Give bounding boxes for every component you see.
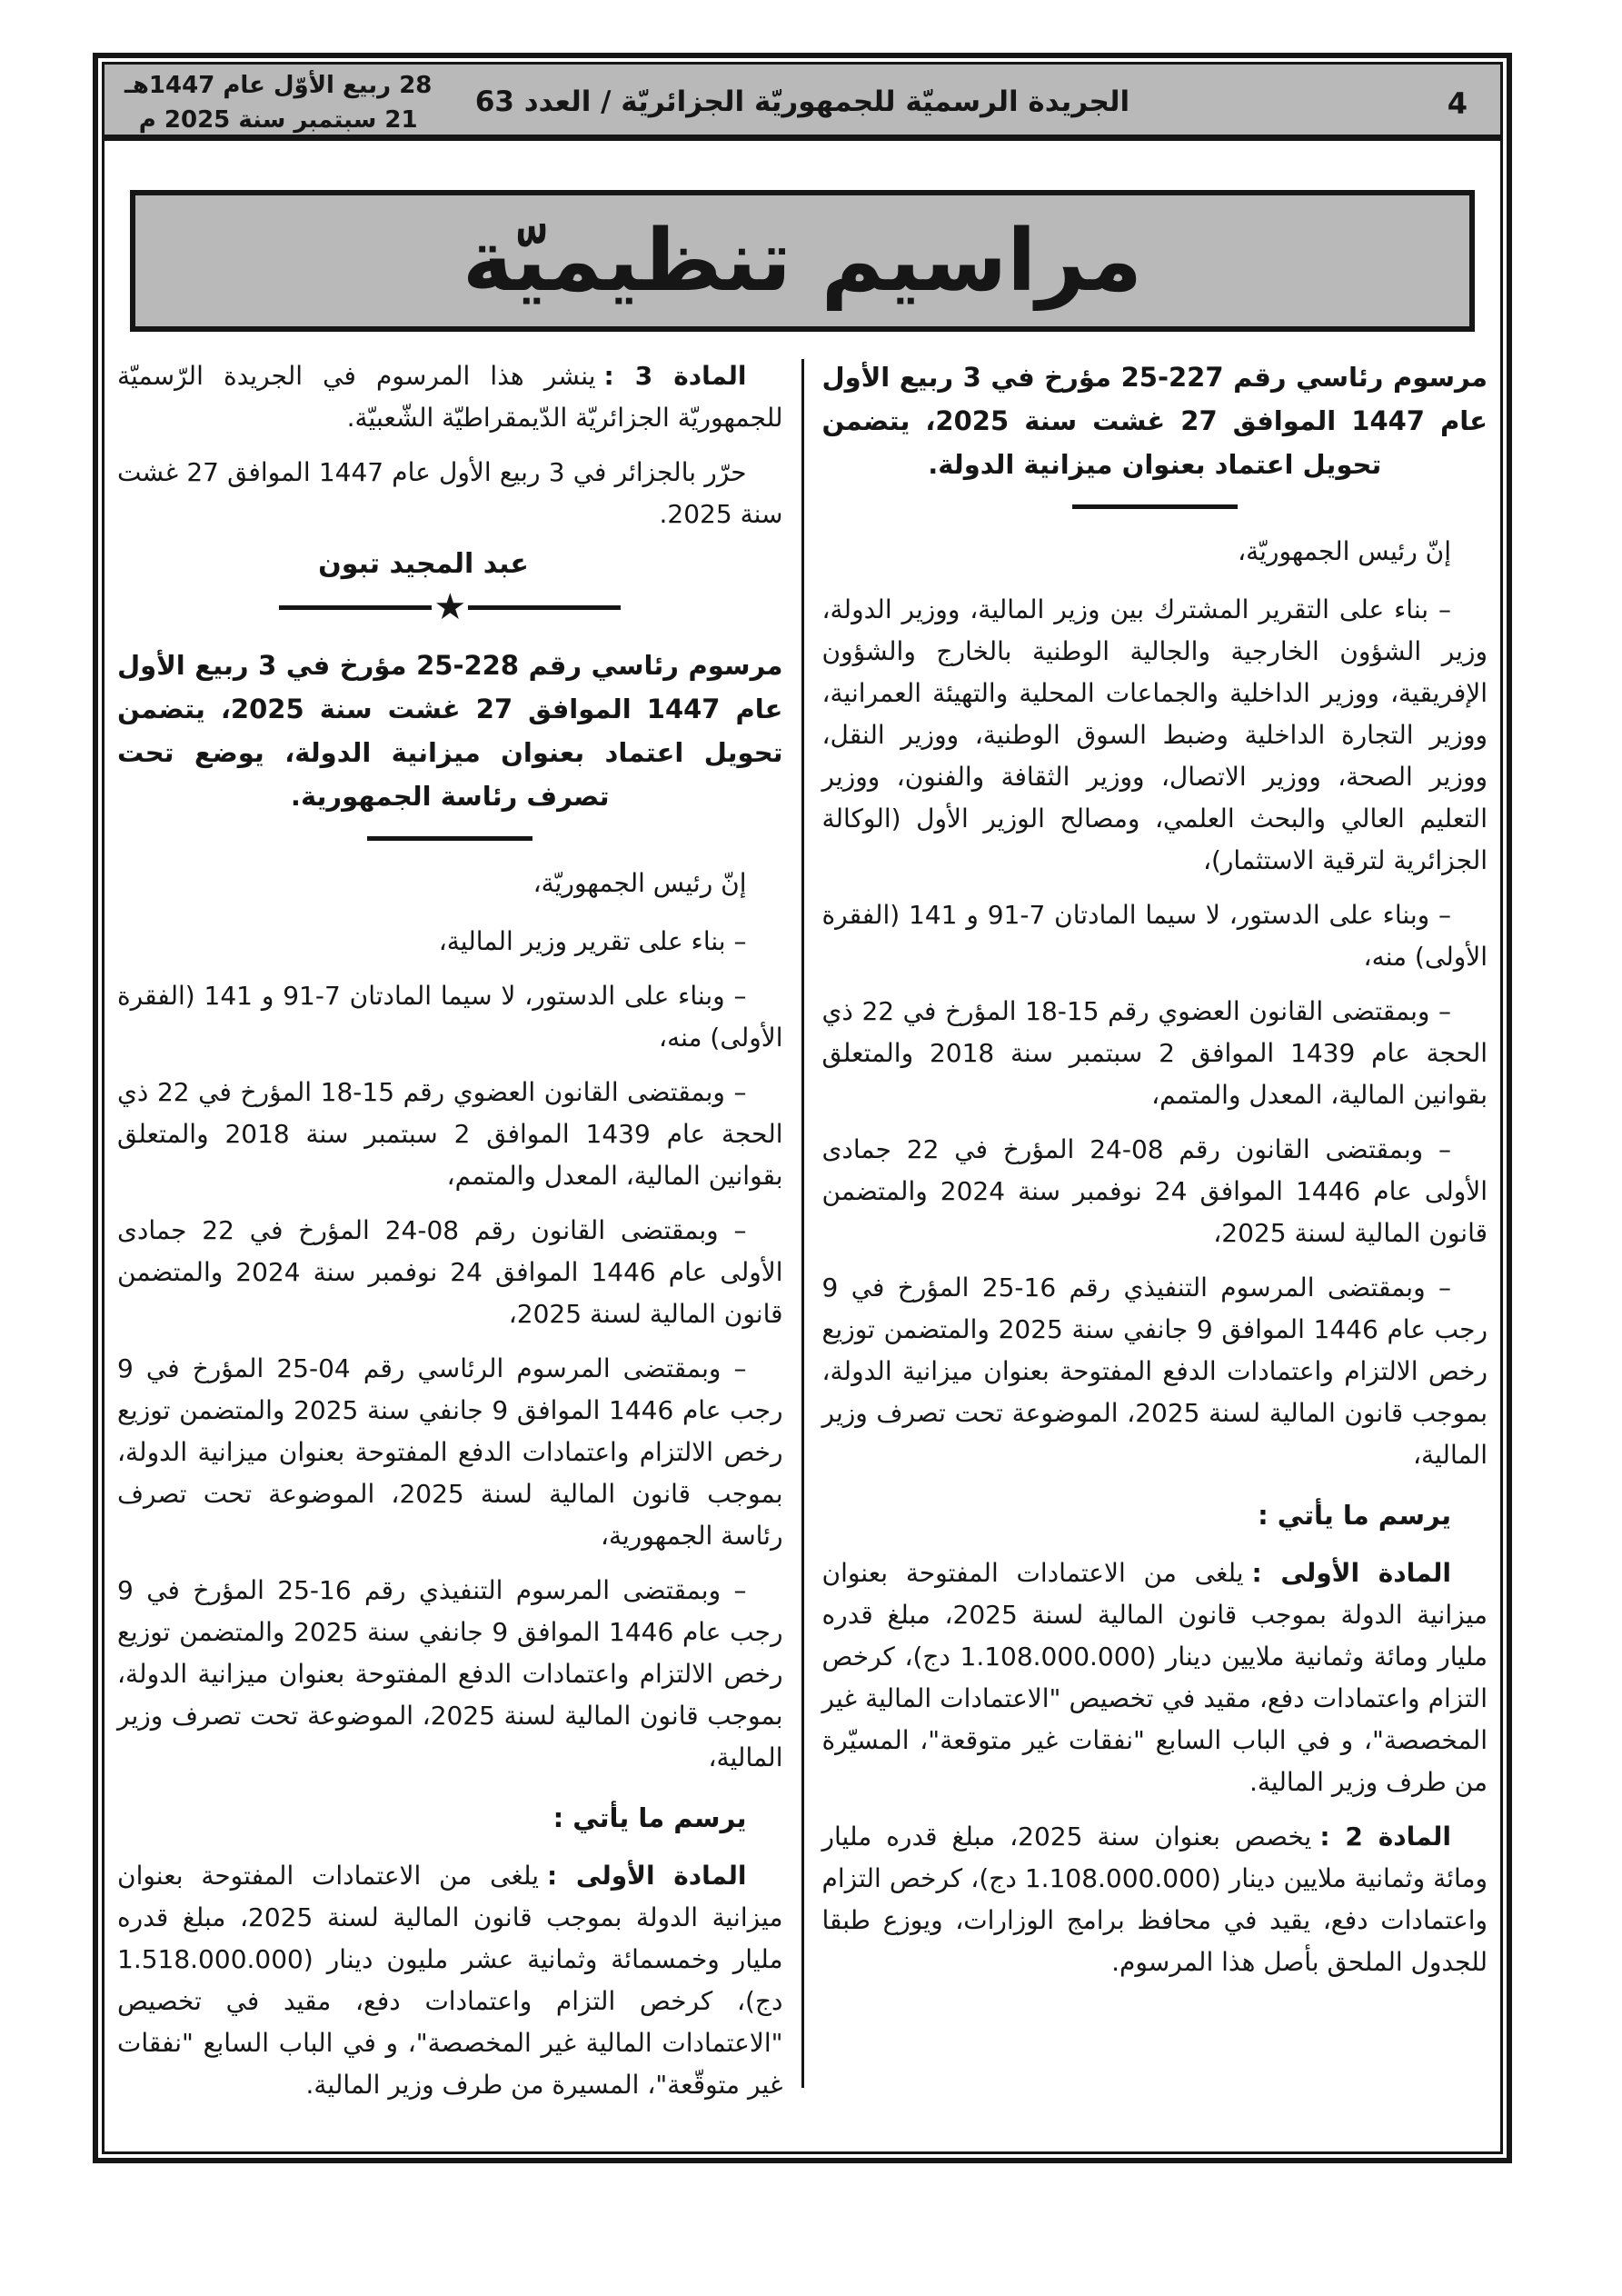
article-label: المادة 2 : (1319, 1822, 1452, 1852)
article-label: المادة الأولى : (1251, 1558, 1451, 1588)
hijri-date: 28 ربيع الأوّل عام 1447هـ (124, 72, 433, 99)
page-number: 4 (1447, 86, 1468, 121)
intro-line: إنّ رئيس الجمهوريّة، (1238, 536, 1451, 566)
decree-title: مرسوم رئاسي رقم 227-25 مؤرخ في 3 ربيع الأول عام 1447 الموافق 27 غشت سنة 2025، يتضمن تحويل اعتماد بعنوان ميزانية الدولة. (821, 362, 1488, 480)
article-label: المادة 3 : (603, 361, 747, 391)
star-separator (117, 586, 783, 628)
separator-rule (367, 836, 532, 841)
masthead (104, 65, 1500, 141)
paragraph: – وبناء على الدستور، لا سيما المادتان 7-91 و 141 (الفقرة الأولى) منه، (821, 900, 1488, 972)
article-text: يلغى من الاعتمادات المفتوحة بعنوان ميزانية الدولة بموجب قانون المالية لسنة 2025، مبلغ قدره مليار وخمسمائة وثمانية عشر مليون دينار (1.518.000.000 دج)، كرخص التزام واعتمادات دفع، مقيد في تخصيص "الاعتمادات المالية غير المخصصة"، و في الباب السابع "نفقات غير متوقّعة"، المسيرة من طرف وزير المالية. (117, 1861, 783, 2100)
decree-title: مرسوم رئاسي رقم 228-25 مؤرخ في 3 ربيع الأول عام 1447 الموافق 27 غشت سنة 2025، يتضمن تحويل اعتماد بعنوان ميزانية الدولة، يوضع تحت تصرف رئاسة الجمهورية. (117, 650, 783, 812)
paragraph: – وبمقتضى القانون العضوي رقم 15-18 المؤرخ في 22 ذي الحجة عام 1439 الموافق 2 سبتمبر سنة 2018 والمتعلق بقوانين المالية، المعدل والمتمم، (117, 1077, 783, 1191)
section-banner-title: مراسيم تنظيميّة (462, 211, 1143, 311)
page-frame-inner (102, 62, 1503, 2154)
paragraph: – بناء على تقرير وزير المالية، (438, 926, 747, 956)
paragraph: – وبمقتضى المرسوم التنفيذي رقم 16-25 المؤرخ في 9 رجب عام 1446 الموافق 9 جانفي سنة 2025 والمتضمن توزيع رخص الالتزام واعتمادات الدفع المفتوحة بعنوان ميزانية الدولة، بموجب قانون المالية لسنة 2025، الموضوعة تحت تصرف وزير المالية، (117, 1575, 783, 1772)
article-text: ينشر هذا المرسوم في الجريدة الرّسميّة للجمهوريّة الجزائريّة الدّيمقراطيّة الشّعبيّة. (117, 361, 783, 433)
decree-heading: يرسم ما يأتي : (552, 1802, 747, 1833)
page-frame-outer (93, 53, 1512, 2163)
separator-line (468, 605, 621, 610)
column-left (117, 355, 783, 2119)
paragraph: حرّر بالجزائر في 3 ربيع الأول عام 1447 الموافق 27 غشت سنة 2025. (117, 457, 783, 529)
signature: عبد المجيد تبون (318, 548, 529, 580)
separator-line (279, 605, 432, 610)
article-paragraph (117, 355, 783, 439)
article-paragraph (822, 1816, 1488, 1983)
paragraph: – بناء على التقرير المشترك بين وزير المالية، ووزير الدولة، وزير الشؤون الخارجية والجالية الوطنية بالخارج والشؤون الإفريقية، ووزير الداخلية والجماعات المحلية والتهيئة العمرانية، ووزير التجارة الداخلية وضبط السوق الوطنية، ووزير النقل، ووزير الصحة، ووزير الاتصال، ووزير الثقافة والفنون، ووزير التعليم العالي والبحث العلمي، ومصالح الوزير الأول (الوكالة الجزائرية لترقية الاستثمار)، (821, 594, 1488, 875)
decree-heading: يرسم ما يأتي : (1258, 1500, 1451, 1531)
paragraph: – وبناء على الدستور، لا سيما المادتان 7-91 و 141 (الفقرة الأولى) منه، (117, 981, 783, 1053)
content-columns (104, 332, 1500, 2119)
paragraph: – وبمقتضى القانون رقم 08-24 المؤرخ في 22 جمادى الأولى عام 1446 الموافق 24 نوفمبر سنة 2024 والمتضمن قانون المالية لسنة 2025، (821, 1134, 1488, 1248)
intro-line: إنّ رئيس الجمهوريّة، (532, 868, 747, 898)
article-text: يلغى من الاعتمادات المفتوحة بعنوان ميزانية الدولة بموجب قانون المالية لسنة 2025، مبلغ قدره مليار ومائة وثمانية ملايين دينار (1.108.000.000 دج)، كرخص التزام واعتمادات دفع، مقيد في تخصيص "الاعتمادات المالية غير المخصصة"، و في الباب السابع "نفقات غير متوقعة"، المسيّرة من طرف وزير المالية. (821, 1558, 1488, 1797)
article-paragraph (822, 1552, 1488, 1803)
section-banner (130, 190, 1475, 332)
separator-rule (1072, 504, 1238, 509)
gregorian-date: 21 سبتمبر سنة 2025 م (138, 106, 418, 134)
paragraph: – وبمقتضى المرسوم التنفيذي رقم 16-25 المؤرخ في 9 رجب عام 1446 الموافق 9 جانفي سنة 2025 والمتضمن توزيع رخص الالتزام واعتمادات الدفع المفتوحة بعنوان ميزانية الدولة، بموجب قانون المالية لسنة 2025، الموضوعة تحت تصرف وزير المالية، (821, 1273, 1488, 1470)
article-text: يخصص بعنوان سنة 2025، مبلغ قدره مليار ومائة وثمانية ملايين دينار (1.108.000.000 دج)، كرخص التزام واعتمادات دفع، يقيد في محافظ برامج الوزارات، ويوزع طبقا للجدول الملحق بأصل هذا المرسوم. (821, 1822, 1488, 1977)
column-right (822, 355, 1488, 2119)
paragraph: – وبمقتضى القانون رقم 08-24 المؤرخ في 22 جمادى الأولى عام 1446 الموافق 24 نوفمبر سنة 2024 والمتضمن قانون المالية لسنة 2025، (117, 1215, 783, 1329)
journal-title: الجريدة الرسميّة للجمهوريّة الجزائريّة / العدد 63 (474, 85, 1130, 118)
paragraph: – وبمقتضى المرسوم الرئاسي رقم 04-25 المؤرخ في 9 رجب عام 1446 الموافق 9 جانفي سنة 2025 والمتضمن توزيع رخص الالتزام واعتمادات الدفع المفتوحة بعنوان ميزانية الدولة، بموجب قانون المالية لسنة 2025، الموضوعة تحت تصرف رئاسة الجمهورية، (117, 1353, 783, 1551)
paragraph: – وبمقتضى القانون العضوي رقم 15-18 المؤرخ في 22 ذي الحجة عام 1439 الموافق 2 سبتمبر سنة 2018 والمتعلق بقوانين المالية، المعدل والمتمم، (821, 996, 1488, 1110)
article-label: المادة الأولى : (547, 1861, 747, 1891)
star-icon: ★ (433, 586, 467, 628)
article-paragraph (117, 1855, 783, 2106)
column-divider (801, 359, 804, 2088)
